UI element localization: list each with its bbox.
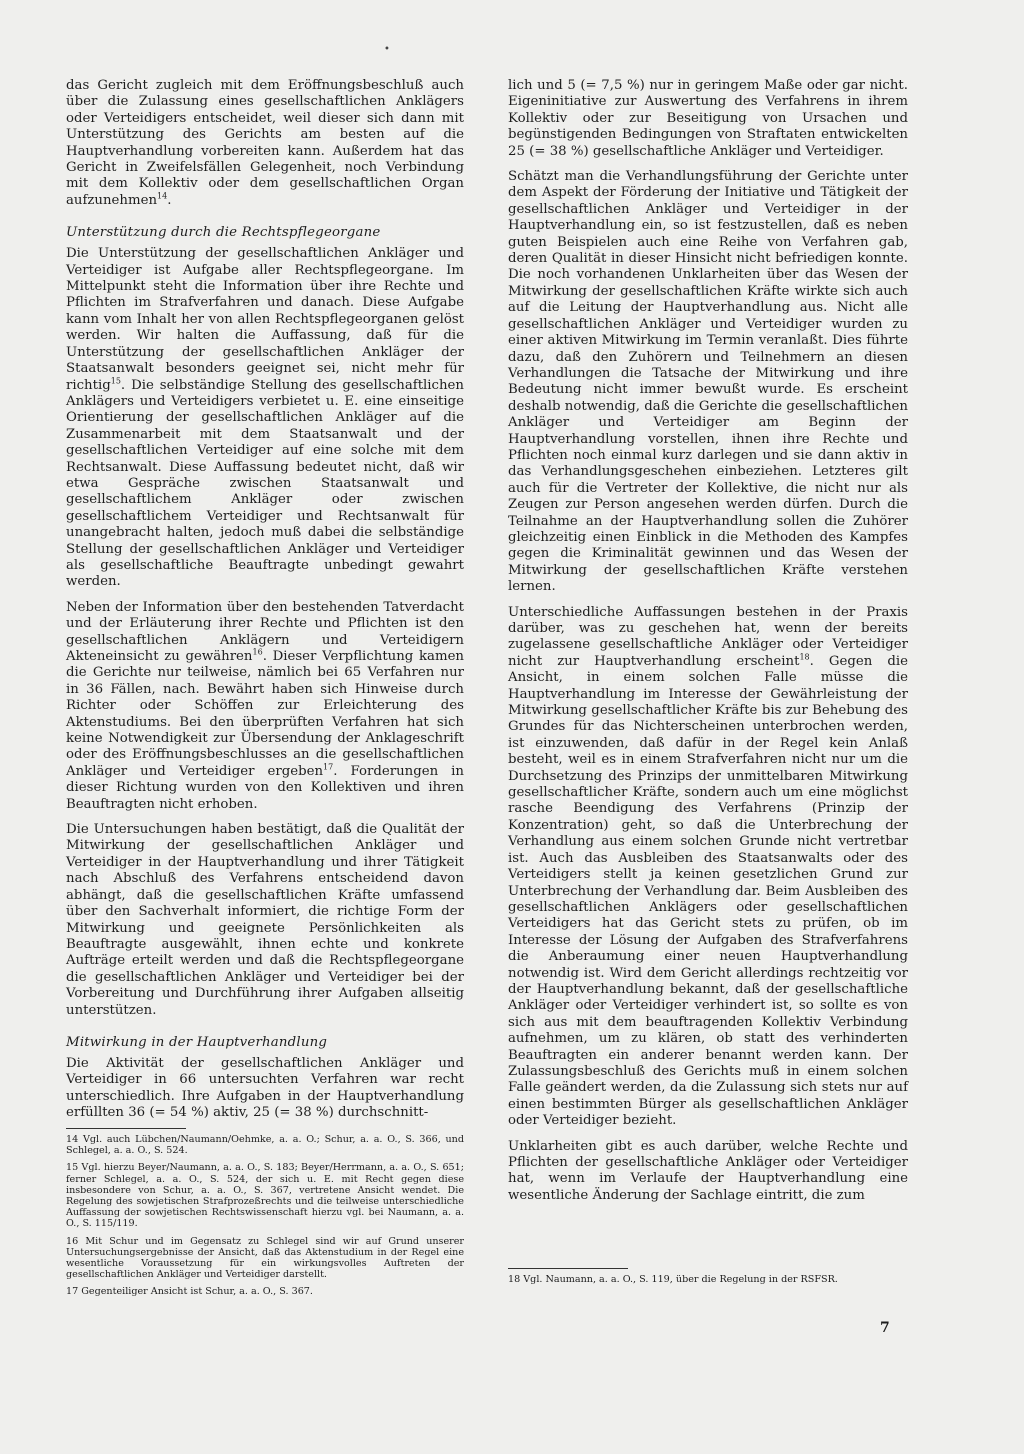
- paragraph: das Gericht zugleich mit dem Eröffnungsbeschluß auch über die Zulassung eines gesellschaftlichen Anklägers oder Verteidigers entscheidet, weil dieser sich dann mit Unterstützung des Gerichts am besten auf die Hauptverhandlung vorbereiten kann. Außerdem hat das Gericht in Zweifelsfällen Gelegenheit, noch Verbindung mit dem Kollektiv oder dem gesellschaftlichen Organ aufzunehmen$^{14}$.: [66, 78, 464, 208]
- footnote: 18 Vgl. Naumann, a. a. O., S. 119, über die Regelung in der RSFSR.: [508, 1274, 838, 1285]
- paragraph: [66, 246, 464, 591]
- paragraph: Unklarheiten gibt es auch darüber, welche Rechte und Pflichten der gesellschaftliche Ankläger oder Verteidiger hat, wenn im Verlaufe der Hauptverhandlung eine wesentliche Änderung der Sachlage eintritt, die zum: [508, 1138, 908, 1203]
- paragraph-text: . Dieser Verpflichtung kamen die Gerichte nur teilweise, nämlich bei 65 Verfahren nur in 36 Fällen, nach. Bewährt haben sich Hinweise durch Richter oder Schöffen zur Erleichterung des Aktenstudiums. Bei den überprüften Verfahren hat sich keine Notwendigkeit zur Übersendung der Anklageschrift oder des Eröffnungsbeschlusses an die gesellschaftlichen Ankläger und Verteidiger ergeben: [66, 649, 464, 779]
- footnote: 15 Vgl. hierzu Beyer/Naumann, a. a. O., S. 183; Beyer/Herrmann, a. a. O., S. 651; ferner Schlegel, a. a. O., S. 524, der sich u. E. mit Recht gegen diese insbesondere von Schur, a. a. O., S. 367, vertretene Ansicht wendet. Die Regelung des sowjetischen Strafprozeßrechts und die teilweise unterschiedliche Auffassung der sowjetischen Rechtswissenschaft hierzu vgl. bei Naumann, a. a. O., S. 115/119.: [66, 1162, 464, 1230]
- right-column: [508, 78, 908, 1213]
- paragraph-text: Die Unterstützung der gesellschaftlichen Ankläger und Verteidiger ist Aufgabe aller Rechtspflegeorgane. Im Mittelpunkt steht die Information über ihre Rechte und Pflichten im Strafverfahren und danach. Diese Aufgabe kann vom Inhalt her von allen Rechtspflegeorganen gelöst werden. Wir halten die Auffassung, daß für die Unterstützung der gesellschaftlichen Ankläger der Staatsanwalt besonders geeignet sei, nicht mehr für richtig: [66, 246, 464, 393]
- footnote-ref: 15: [110, 376, 121, 386]
- footnote-divider: [66, 1128, 186, 1129]
- footnote: 14 Vgl. auch Lübchen/Naumann/Oehmke, a. a. O.; Schur, a. a. O., S. 366, und Schlegel, a. a. O., S. 524.: [66, 1134, 464, 1157]
- paragraph-text: Unterschiedliche Auffassungen bestehen in der Praxis darüber, was zu geschehen hat, wenn der bereits zugelassene gesellschaftliche Ankläger oder Verteidiger nicht zur Hauptverhandlung erscheint: [508, 604, 908, 669]
- footnotes-left: [66, 1134, 464, 1304]
- paragraph: lich und 5 (= 7,5 %) nur in geringem Maße oder gar nicht. Eigeninitiative zur Auswertung des Verfahrens in ihrem Kollektiv oder zur Beseitigung von Ursachen und begünstigenden Bedingungen von Straftaten entwickelten 25 (= 38 %) gesellschaftliche Ankläger und Verteidiger.: [508, 78, 908, 159]
- footnote: 16 Mit Schur und im Gegensatz zu Schlegel sind wir auf Grund unserer Untersuchungsergebnisse der Ansicht, daß das Aktenstudium in der Regel eine wesentliche Voraussetzung für ein wirkungsvolles Auftreten der gesellschaftlichen Ankläger und Verteidiger darstellt.: [66, 1235, 464, 1281]
- section-heading: Unterstützung durch die Rechtspflegeorgane: [66, 225, 381, 241]
- footnotes-right: [508, 1274, 908, 1291]
- footnote-ref: 16: [252, 647, 263, 657]
- paragraph: Die Untersuchungen haben bestätigt, daß die Qualität der Mitwirkung der gesellschaftlichen Ankläger und Verteidiger in der Hauptverhandlung und ihrer Tätigkeit nach Abschluß des Verfahrens entscheidend davon abhängt, daß die gesellschaftlichen Kräfte umfassend über den Sachverhalt informiert, die richtige Form der Mitwirkung und geeignete Persönlichkeiten als Beauftragte ausgewählt, ihnen echte und konkrete Aufträge erteilt werden und daß die Rechtspflegeorgane die gesellschaftlichen Ankläger und Verteidiger bei der Vorbereitung und Durchführung ihrer Aufgaben allseitig unterstützen.: [66, 822, 464, 1018]
- footnote: 17 Gegenteiliger Ansicht ist Schur, a. a. O., S. 367.: [66, 1286, 313, 1298]
- paragraph: [66, 600, 464, 813]
- left-column: [66, 78, 464, 1131]
- page-number: 7: [880, 1320, 890, 1336]
- paragraph: [508, 605, 908, 1130]
- paragraph-text: . Forderungen in dieser Richtung wurden von den Kollektiven und ihren Beauftragten nicht erhoben.: [66, 763, 464, 812]
- section-heading: Mitwirkung in der Hauptverhandlung: [66, 1034, 328, 1050]
- top-mark: •: [384, 44, 390, 55]
- footnote-divider: [508, 1268, 628, 1269]
- footnote-ref: 14: [157, 191, 168, 201]
- paragraph-text: Neben der Information über den bestehenden Tatverdacht und der Erläuterung ihrer Rechte und Pflichten ist den gesellschaftlichen Anklägern und Verteidigern Akteneinsicht zu gewähren: [66, 599, 464, 664]
- paragraph: Die Aktivität der gesellschaftlichen Ankläger und Verteidiger in 66 untersuchten Verfahren war recht unterschiedlich. Ihre Aufgaben in der Hauptverhandlung erfüllten 36 (= 54 %) aktiv, 25 (= 38 %) durchschnitt-: [66, 1055, 464, 1121]
- paragraph-text: . Die selbständige Stellung des gesellschaftlichen Anklägers und Verteidigers verbietet u. E. eine einseitige Orientierung der gesellschaftlichen Ankläger auf die Zusammenarbeit mit dem Staatsanwalt und der gesellschaftlichen Verteidiger auf eine solche mit dem Rechtsanwalt. Diese Auffassung bedeutet nicht, daß wir etwa Gespräche zwischen Staatsanwalt und gesellschaftlichem Ankläger oder zwischen gesellschaftlichem Verteidiger und Rechtsanwalt für unangebracht halten, jedoch muß dabei die selbständige Stellung der gesellschaftlichen Ankläger und Verteidiger als gesellschaftliche Beauftragte unbedingt gewahrt werden.: [66, 377, 464, 590]
- paragraph: Schätzt man die Verhandlungsführung der Gerichte unter dem Aspekt der Förderung der Initiative und Tätigkeit der gesellschaftlichen Ankläger und Verteidiger in der Hauptverhandlung ein, so ist festzustellen, daß es neben guten Beispielen auch eine Reihe von Verfahren gab, deren Qualität in dieser Hinsicht nicht befriedigen konnte. Die noch vorhandenen Unklarheiten über das Wesen der Mitwirkung der gesellschaftlichen Kräfte wirkte sich auch auf die Leitung der Hauptverhandlung aus. Nicht alle gesellschaftlichen Ankläger und Verteidiger wurden zu einer aktiven Mitwirkung im Termin veranlaßt. Dies führte dazu, daß den Zuhörern und Teilnehmern an diesen Verhandlungen die Tatsache der Mitwirkung und ihre Bedeutung nicht immer bewußt wurde. Es erscheint deshalb notwendig, daß die Gerichte die gesellschaftlichen Ankläger und Verteidiger am Beginn der Hauptverhandlung vorstellen, ihnen ihre Rechte und Pflichten noch einmal kurz darlegen und sie dann aktiv in das Verhandlungsgeschehen einbeziehen. Letzteres gilt auch für die Vertreter der Kollektive, die nicht nur als Zeugen zur Person angesehen werden dürfen. Durch die Teilnahme an der Hauptverhandlung sollen die Zuhörer gleichzeitig einen Einblick in die Methoden des Kampfes gegen die Kriminalität gewinnen und das Wesen der Mitwirkung der gesellschaftlichen Kräfte verstehen lernen.: [508, 169, 908, 595]
- footnote-ref: 17: [323, 762, 334, 772]
- paragraph-text: . Gegen die Ansicht, in einem solchen Falle müsse die Hauptverhandlung im Interesse der Gewährleistung der Mitwirkung gesellschaftlicher Kräfte bis zur Behebung des Grundes für das Nichterscheinen unterbrochen werden, ist einzuwenden, daß dafür in der Regel kein Anlaß besteht, weil es in einem Strafverfahren nicht nur um die Durchsetzung des Prinzips der unmittelbaren Mitwirkung gesellschaftlicher Kräfte, sondern auch um eine möglichst rasche Beendigung des Verfahrens (Prinzip der Konzentration) geht, so daß die Unterbrechung der Verhandlung aus einem solchen Grunde nicht vertretbar ist. Auch das Ausbleiben des Staatsanwalts oder des Verteidigers stellt ja keinen gesetzlichen Grund zur Unterbrechung der Verhandlung dar. Beim Ausbleiben des gesellschaftlichen Anklägers oder gesellschaftlichen Verteidigers hat das Gericht stets zu prüfen, ob im Interesse der Lösung der Aufgaben des Strafverfahrens die Anberaumung einer neuen Hauptverhandlung notwendig ist. Wird dem Gericht allerdings rechtzeitig vor der Hauptverhandlung bekannt, daß der gesellschaftliche Ankläger oder Verteidiger verhindert ist, so sollte es von sich aus mit dem beauftragenden Kollektiv Verbindung aufnehmen, um zu klären, ob statt des verhinderten Beauftragten ein anderer benannt werden kann. Der Zulassungsbeschluß des Gerichts muß in einem solchen Falle geändert werden, da die Zulassung sich stets nur auf einen bestimmten Bürger als gesellschaftlichen Ankläger oder Verteidiger bezieht.: [508, 653, 908, 1129]
- paragraph-text: das Gericht zugleich mit dem Eröffnungsbeschluß auch über die Zulassung eines gesellschaftlichen Anklägers oder Verteidigers entscheidet, weil dieser sich dann mit Unterstützung des Gerichts am besten auf die Hauptverhandlung vorbereiten kann. Außerdem hat das Gericht in Zweifelsfällen Gelegenheit, noch Verbindung mit dem Kollektiv oder dem gesellschaftlichen Organ aufzunehmen: [66, 78, 464, 208]
- footnote-ref: 18: [799, 652, 810, 662]
